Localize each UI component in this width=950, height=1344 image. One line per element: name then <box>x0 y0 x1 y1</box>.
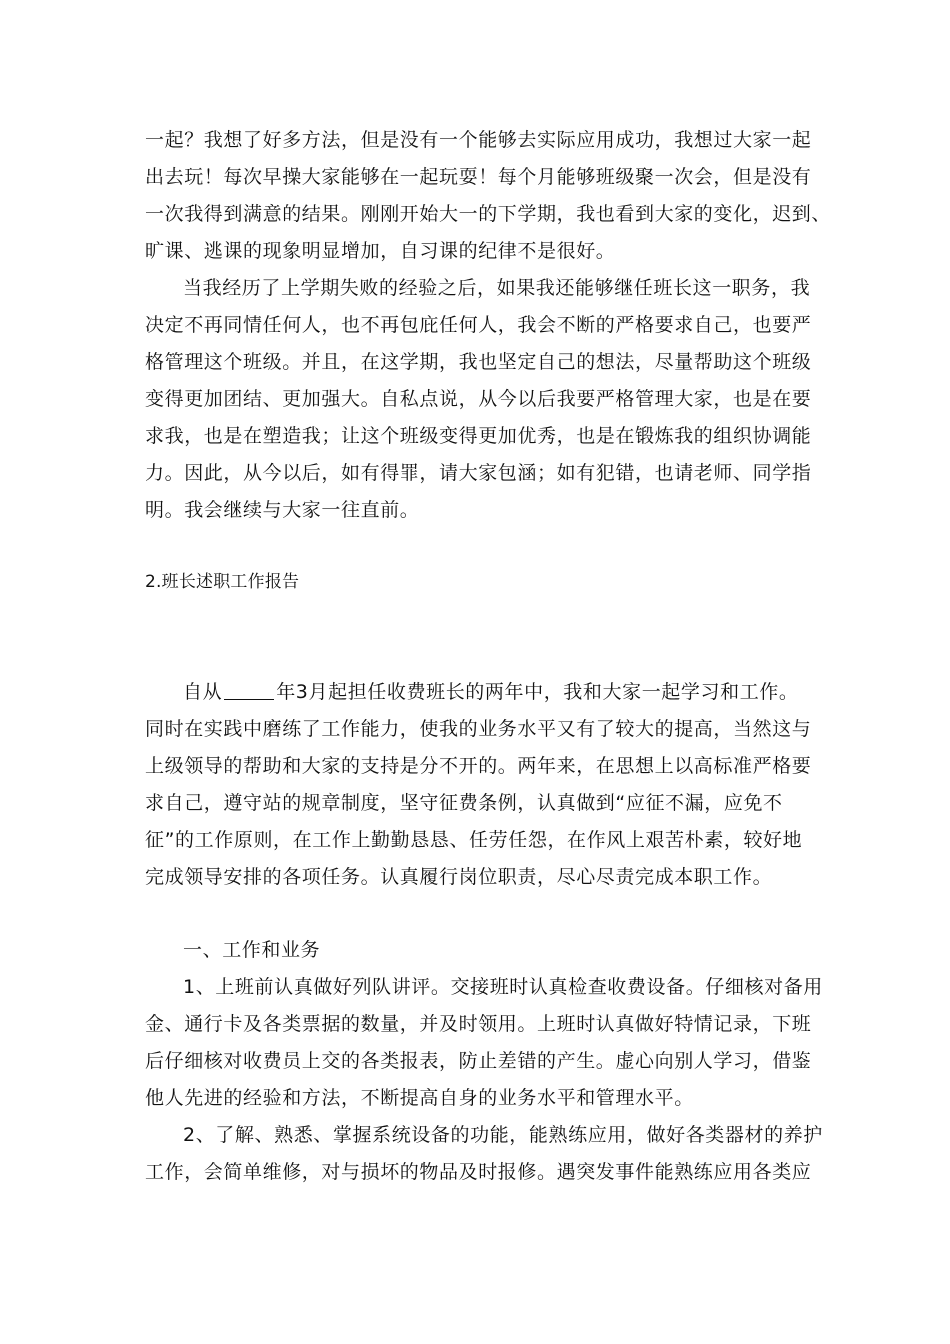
text-line: 当我经历了上学期失败的经验之后，如果我还能够继任班长这一职务，我 <box>183 277 811 299</box>
text-line: 变得更加团结、更加强大。自私点说，从今以后我要严格管理大家，也是在要 <box>145 388 812 410</box>
text-line: 决定不再同情任何人，也不再包庇任何人，我会不断的严格要求自己，也要严 <box>145 314 812 336</box>
text-line: 1、上班前认真做好列队讲评。交接班时认真检查收费设备。仔细核对备用 <box>183 976 823 998</box>
text-line: 力。因此，从今以后，如有得罪，请大家包涵；如有犯错，也请老师、同学指 <box>145 462 812 484</box>
text-line: 2、了解、熟悉、掌握系统设备的功能，能熟练应用，做好各类器材的养护 <box>183 1124 823 1146</box>
text-line: 一起？我想了好多方法，但是没有一个能够去实际应用成功，我想过大家一起 <box>145 129 812 151</box>
text-line: 同时在实践中磨练了工作能力，使我的业务水平又有了较大的提高，当然这与 <box>145 718 812 740</box>
text-line: 求自己，遵守站的规章制度，坚守征费条例，认真做到“应征不漏，应免不 <box>145 792 783 814</box>
text-line: 工作，会简单维修，对与损坏的物品及时报修。遇突发事件能熟练应用各类应 <box>145 1161 812 1183</box>
text-line: 格管理这个班级。并且，在这学期，我也坚定自己的想法，尽量帮助这个班级 <box>145 351 812 373</box>
text-line: 后仔细核对收费员上交的各类报表，防止差错的产生。虚心向别人学习，借鉴 <box>145 1050 812 1072</box>
text-line: 金、通行卡及各类票据的数量，并及时领用。上班时认真做好特情记录，下班 <box>145 1013 812 1035</box>
text-line: 明。我会继续与大家一往直前。 <box>145 499 420 521</box>
text-line: 旷课、逃课的现象明显增加，自习课的纪律不是很好。 <box>145 240 616 262</box>
text-line: 出去玩！每次早操大家能够在一起玩耍！每个月能够班级聚一次会，但是没有 <box>145 166 812 188</box>
fill-in-blank <box>224 681 274 700</box>
text-line: 征”的工作原则，在工作上勤勤恳恳、任劳任怨，在作风上艰苦朴素，较好地 <box>145 829 803 851</box>
text-line: 求我，也是在塑造我；让这个班级变得更加优秀，也是在锻炼我的组织协调能 <box>145 425 812 447</box>
text-line: 一次我得到满意的结果。刚刚开始大一的下学期，我也看到大家的变化，迟到、 <box>145 203 832 225</box>
text-line: 上级领导的帮助和大家的支持是分不开的。两年来，在思想上以高标准严格要 <box>145 755 812 777</box>
text-fragment: 年3月起担任收费班长的两年中，我和大家一起学习和工作。 <box>276 681 799 703</box>
text-line <box>183 680 799 704</box>
text-fragment: 自从 <box>183 681 223 703</box>
section-title: 一、工作和业务 <box>183 939 321 961</box>
text-line: 完成领导安排的各项任务。认真履行岗位职责，尽心尽责完成本职工作。 <box>145 866 773 888</box>
text-line: 他人先进的经验和方法，不断提高自身的业务水平和管理水平。 <box>145 1087 694 1109</box>
section-heading: 2.班长述职工作报告 <box>145 572 300 592</box>
